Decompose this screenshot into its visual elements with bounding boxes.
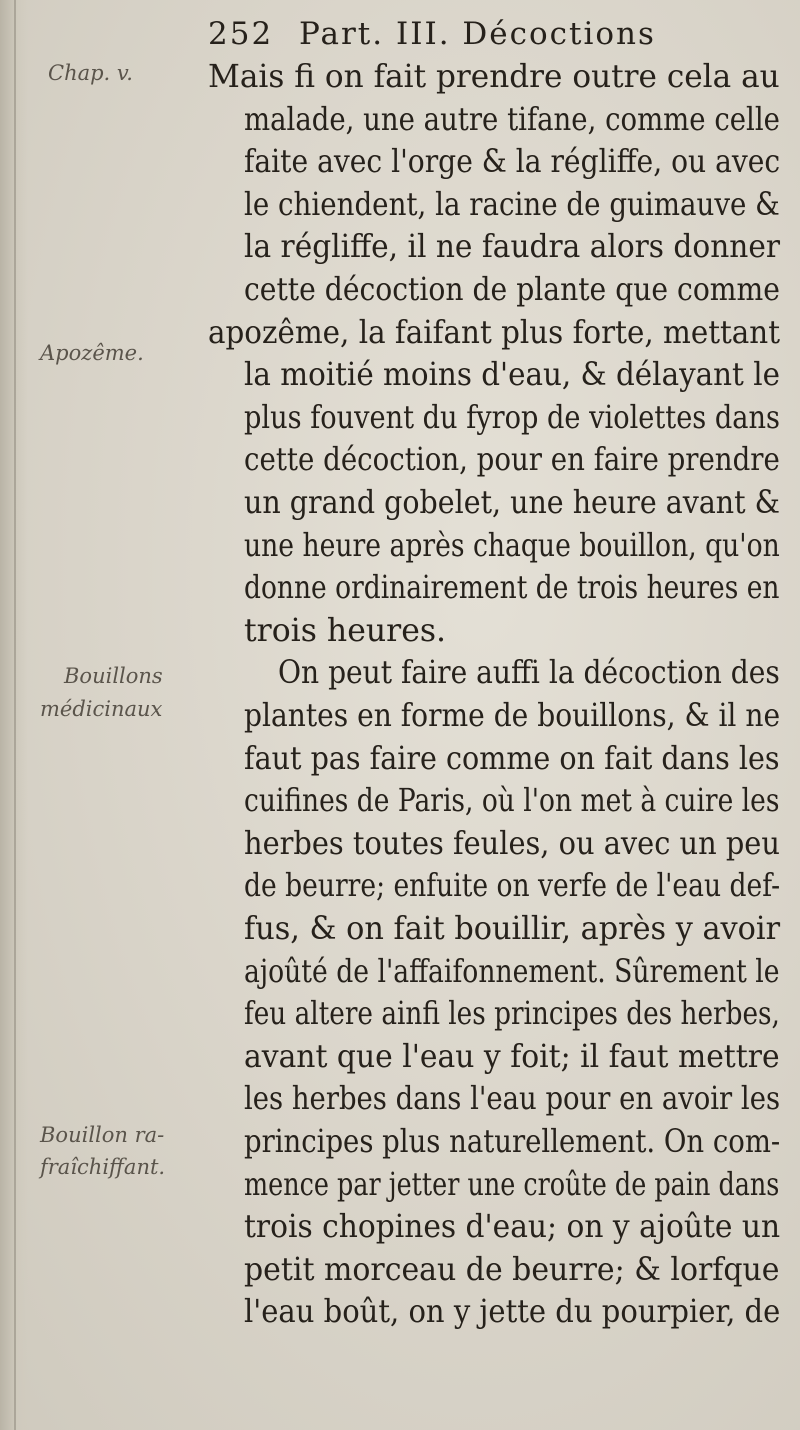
text-line: trois heures.: [244, 612, 447, 649]
text-line: principes plus naturellement. On com-: [244, 1124, 781, 1160]
text-line: donne ordinairement de trois heures en: [244, 570, 780, 607]
text-line: plantes en forme de bouillons, & il ne: [244, 698, 781, 734]
running-title: Part. III. Décoctions: [299, 16, 656, 52]
text-line: avant que l'eau y foit; il faut mettre: [244, 1038, 780, 1075]
text-line: cette décoction de plante que comme: [244, 272, 780, 308]
text-line: malade, une autre tifane, comme celle: [244, 101, 780, 138]
page-number: 252: [208, 16, 274, 52]
margin-note-chapter: Chap. v.: [48, 61, 133, 85]
text-line: l'eau boût, on y jette du pourpier, de: [244, 1294, 781, 1331]
text-line: ajoûté de l'affaifonnement. Sûrement le: [244, 953, 780, 990]
text-line: mence par jetter une croûte de pain dans: [244, 1166, 780, 1203]
text-line: plus fouvent du fyrop de violettes dans: [244, 399, 780, 436]
text-line: fus, & on fait bouillir, après y avoir: [244, 911, 781, 947]
text-line: Mais fi on fait prendre outre cela au: [208, 59, 780, 95]
text-line: feu altere ainfi les principes des herbes,: [244, 996, 780, 1033]
text-line: On peut faire auffi la décoction des: [278, 655, 780, 692]
text-line: les herbes dans l'eau pour en avoir les: [244, 1081, 781, 1118]
gutter-line: [14, 0, 16, 1430]
text-line: petit morceau de beurre; & lorfque: [244, 1251, 780, 1288]
text-line: herbes toutes feules, ou avec un peu: [244, 825, 780, 862]
text-line: cuifines de Paris, où l'on met à cuire les: [244, 783, 780, 820]
margin-note-apozeme: Apozême.: [40, 341, 144, 365]
text-line: la moitié moins d'eau, & délayant le: [244, 357, 780, 394]
text-line: cette décoction, pour en faire prendre: [244, 442, 780, 479]
margin-note-bouillon-rafraichissant: Bouillon ra-: [40, 1123, 165, 1147]
margin-note-bouillons: Bouillons: [64, 664, 163, 688]
text-line: faut pas faire comme on fait dans les: [244, 740, 780, 777]
margin-note-medicinaux: médicinaux: [40, 697, 163, 721]
text-line: de beurre; enfuite on verfe de l'eau def-: [244, 868, 781, 905]
text-line: un grand gobelet, une heure avant &: [244, 485, 780, 521]
text-line: la régliffe, il ne faudra alors donner: [244, 229, 781, 266]
text-line: le chiendent, la racine de guimauve &: [244, 186, 780, 223]
text-line: apozême, la faifant plus forte, mettant: [208, 314, 781, 351]
text-line: une heure après chaque bouillon, qu'on: [244, 527, 780, 564]
text-line: faite avec l'orge & la régliffe, ou avec: [244, 144, 781, 181]
page-header: [208, 16, 670, 52]
margin-note-rafraichissant: fraîchiffant.: [40, 1155, 166, 1179]
text-line: trois chopines d'eau; on y ajoûte un: [244, 1209, 781, 1246]
